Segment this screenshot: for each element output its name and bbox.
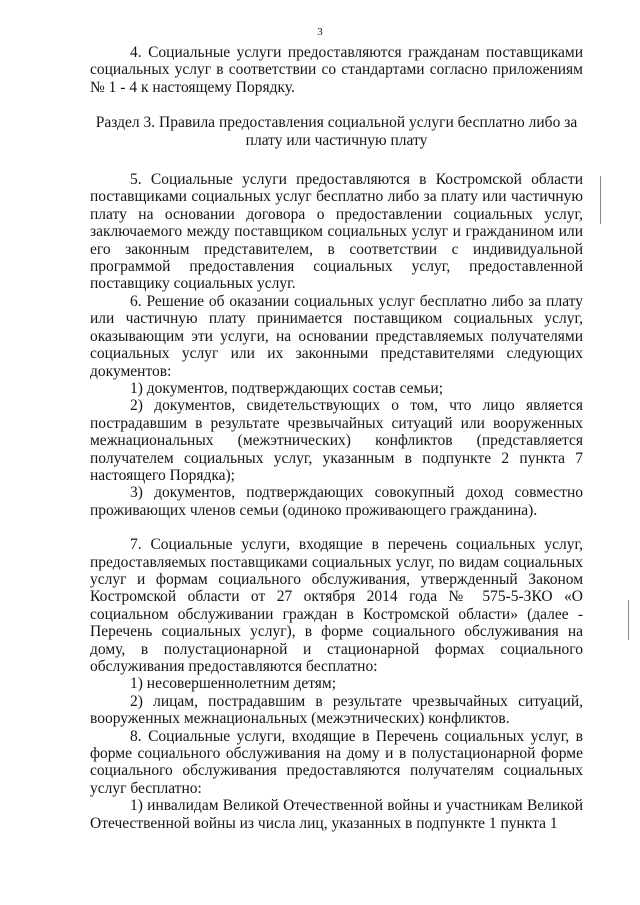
- list-item-8-1: 1) инвалидам Великой Отечественной войны и участникам Великой Отечественной войны из числа лиц, указанных в подпункте 1 пункта 1: [90, 797, 583, 832]
- paragraph-6: 6. Решение об оказании социальных услуг бесплатно либо за плату или частичную плату принимается поставщиком социальных услуг, оказывающим эти услуги, на основании представляемых получателями социальных услуг или их законными представителями следующих документов:: [90, 292, 583, 380]
- paragraph-4: 4. Социальные услуги предоставляются гражданам поставщиками социальных услуг в соответствии со стандартами согласно приложениям № 1 - 4 к настоящему Порядку.: [90, 44, 583, 96]
- scan-edge-mark: [600, 176, 601, 224]
- document-body: [90, 44, 583, 832]
- list-item-6-1: 1) документов, подтверждающих состав семьи;: [130, 379, 444, 397]
- section-heading: Раздел 3. Правила предоставления социальной услуги бесплатно либо за плату или частичную плату: [95, 114, 578, 149]
- list-item-7-1: 1) несовершеннолетним детям;: [130, 675, 337, 693]
- paragraph-7: 7. Социальные услуги, входящие в перечень социальных услуг, предоставляемых поставщиками социальных услуг, по видам социальных услуг и формам социального обслуживания, утвержденный Законом Костромской области от 27 октября 2014 года № 575-5-ЗКО «О социальном обслуживании граждан в Костромской области» (далее - Перечень социальных услуг), в форме социального обслуживания на дому, в полустационарной и стационарной формах социального обслуживания предоставляются бесплатно:: [90, 536, 583, 675]
- scan-edge-mark: [628, 600, 629, 640]
- list-item-6-3: 3) документов, подтверждающих совокупный доход совместно проживающих членов семьи (одиноко проживающего гражданина).: [90, 484, 583, 519]
- paragraph-5: 5. Социальные услуги предоставляются в Костромской области поставщиками социальных услуг бесплатно либо за плату или частичную плату на основании договора о предоставлении социальных услуг, заключаемого между поставщиком социальных услуг и гражданином или его законным представителем, в соответствии с индивидуальной программой предоставления социальных услуг, предоставленной поставщику социальных услуг.: [90, 171, 583, 293]
- paragraph-8: 8. Социальные услуги, входящие в Перечень социальных услуг, в форме социального обслуживания на дому и в полустационарной форме социального обслуживания предоставляются получателям социальных услуг бесплатно:: [90, 727, 583, 797]
- list-item-6-2: 2) документов, свидетельствующих о том, что лицо является пострадавшим в результате чрезвычайных ситуаций или вооруженных межнациональных (межэтнических) конфликтов (представляется получателем социальных услуг, указанным в подпункте 2 пункта 7 настоящего Порядка);: [90, 397, 583, 484]
- list-item-7-2: 2) лицам, пострадавшим в результате чрезвычайных ситуаций, вооруженных межнациональных (межэтнических) конфликтов.: [90, 692, 583, 728]
- page-number: 3: [317, 26, 323, 38]
